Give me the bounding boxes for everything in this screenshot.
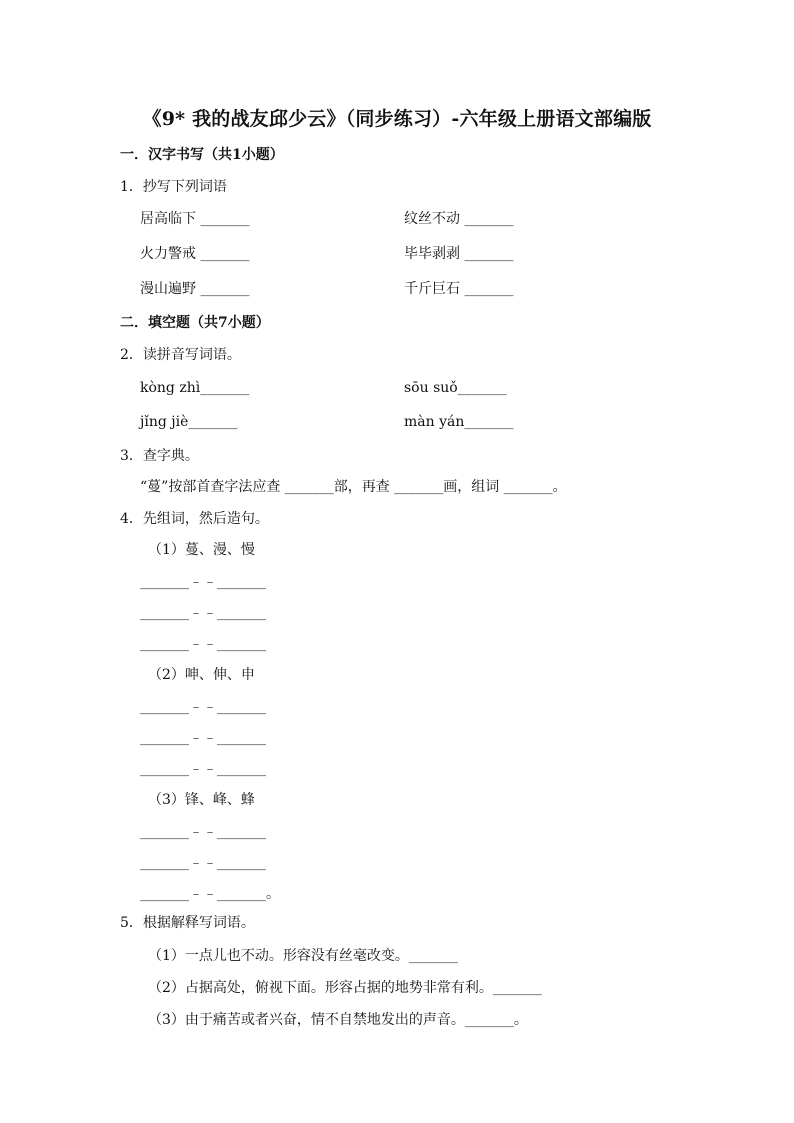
q4-group-label: （2）呻、伸、申 — [148, 667, 255, 683]
question-4-prompt: 4．先组词，然后造句。 — [120, 511, 269, 527]
q4-blank-row: _______﹣﹣_______ — [140, 574, 266, 590]
section-heading-2: 二．填空题（共7小题） — [120, 315, 270, 331]
q2-pinyin-item: sōu suǒ_______ — [404, 380, 507, 396]
q4-blank-row: _______﹣﹣_______ — [140, 636, 266, 652]
q4-blank-row: _______﹣﹣_______ — [140, 699, 266, 715]
q1-item: 千斤巨石 _______ — [404, 281, 514, 297]
q2-pinyin-item: kòng zhì_______ — [140, 380, 250, 396]
q5-item: （2）占据高处，俯视下面。形容占据的地势非常有利。_______ — [148, 980, 542, 996]
q3-text: “蔓”按部首查字法应查 _______部，再查 _______画，组词 _______。 — [140, 479, 567, 495]
q4-blank-row: _______﹣﹣_______ — [140, 855, 266, 871]
q1-item: 居高临下 _______ — [140, 211, 250, 227]
q1-item: 漫山遍野 _______ — [140, 281, 250, 297]
q2-pinyin-item: màn yán_______ — [404, 414, 514, 430]
q4-blank-row: _______﹣﹣_______ — [140, 824, 266, 840]
section-heading-1: 一．汉字书写（共1小题） — [120, 147, 284, 163]
q1-item: 火力警戒 _______ — [140, 246, 250, 262]
q4-group-label: （3）锋、峰、蜂 — [148, 792, 255, 808]
q4-blank-row: _______﹣﹣_______ — [140, 730, 266, 746]
q4-blank-row: _______﹣﹣_______ — [140, 605, 266, 621]
question-2-prompt: 2．读拼音写词语。 — [120, 347, 241, 363]
question-1-prompt: 1．抄写下列词语 — [120, 179, 227, 195]
q1-item: 纹丝不动 _______ — [404, 211, 514, 227]
q5-item: （1）一点儿也不动。形容没有丝毫改变。_______ — [148, 948, 458, 964]
q4-blank-row: _______﹣﹣_______ — [140, 761, 266, 777]
page-title: 《9* 我的战友邱少云》（同步练习）-六年级上册语文部编版 — [142, 108, 652, 130]
q5-item: （3）由于痛苦或者兴奋，情不自禁地发出的声音。_______。 — [148, 1012, 528, 1028]
q4-blank-row: _______﹣﹣_______。 — [140, 886, 280, 902]
question-5-prompt: 5．根据解释写词语。 — [120, 915, 255, 931]
q4-group-label: （1）蔓、漫、慢 — [148, 542, 255, 558]
question-3-prompt: 3．查字典。 — [120, 448, 199, 464]
q1-item: 毕毕剥剥 _______ — [404, 246, 514, 262]
q2-pinyin-item: jǐng jiè_______ — [140, 414, 238, 430]
